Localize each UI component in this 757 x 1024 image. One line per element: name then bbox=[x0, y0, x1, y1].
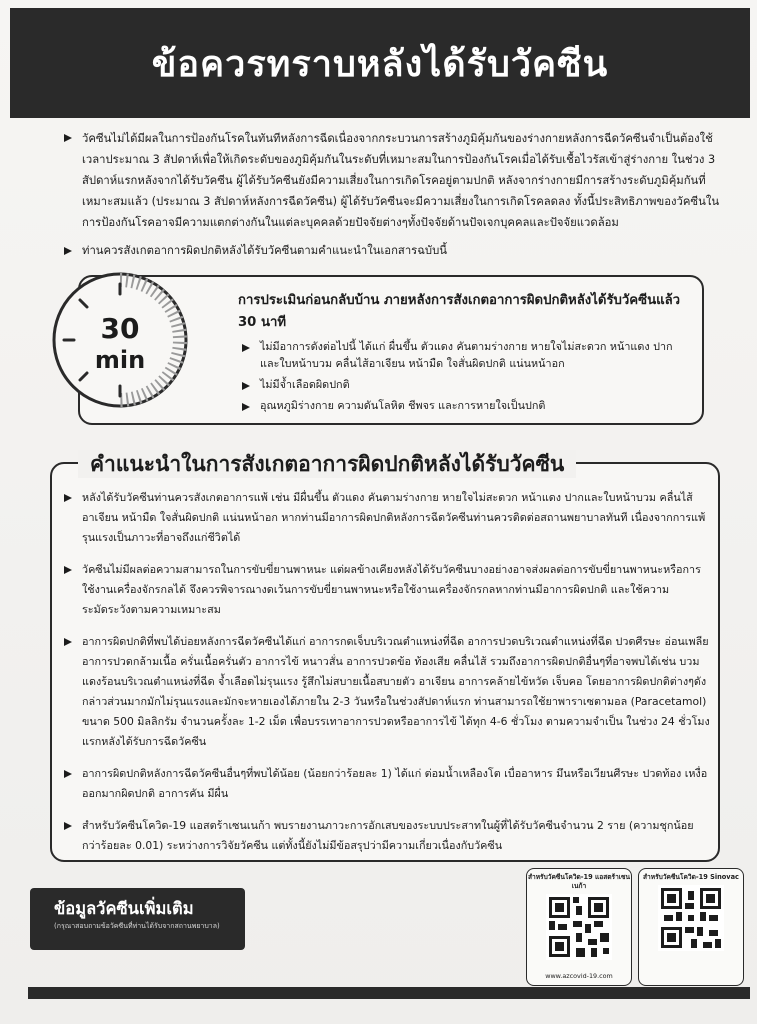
intro-paragraph: วัคซีนไม่ได้มีผลในการป้องกันโรคในทันทีหลังการฉีดเนื่องจากกระบวนการสร้างภูมิคุ้มกันของร่างกายหลังการฉีดวัคซีนจำเป็นต้องใช้เวลาประมาณ 3 สัปดาห์เพื่อให้เกิดระดับของภูมิคุ้มกันในระดับที่เหมาะสมในการป้องกันโรคเมื่อได้รับเชื้อไวรัสเข้าสู่ร่างกาย ในช่วง 3 สัปดาห์แรกหลังจากได้รับวัคซีน ผู้ได้รับวัคซีนยังมีความเสี่ยงในการเกิดโรคอยู่ตามปกติ หลังจากร่างกายมีการสร้างระดับภูมิคุ้มกันที่เหมาะสมแล้ว (ประมาณ 3 สัปดาห์หลังการฉีดวัคซีน) ผู้ได้รับวัคซีนจะมีความเสี่ยงในการเกิดโรคลดลง ทั้งนี้ประสิทธิภาพของวัคซีนในการป้องกันโรคอาจมีความแตกต่างกันในแต่ละบุคคลด้วยปัจจัยต่างๆทั้งปัจจัยด้านปัจเจกบุคคลและปัจจัยแวดล้อม bbox=[62, 128, 722, 233]
intro-section bbox=[62, 128, 722, 269]
guidance-item: อาการผิดปกติหลังการฉีดวัคซีนอื่นๆที่พบได้น้อย (น้อยกว่าร้อยละ 1) ได้แก่ ต่อมน้ำเหลืองโต เบื่ออาหาร มึนหรือเวียนศีรษะ ปวดท้อง เหงื่อออกมากผิดปกติ อาการคัน มีผื่น bbox=[62, 764, 710, 804]
assessment-item: อุณหภูมิร่างกาย ความดันโลหิต ชีพจร และการหายใจเป็นปกติ bbox=[240, 397, 690, 414]
assessment-list bbox=[240, 338, 690, 418]
qr-caption: สำหรับวัคซีนโควิด-19 แอสตร้าเซนเนก้า bbox=[527, 873, 631, 890]
guidance-item: หลังได้รับวัคซีนท่านควรสังเกตอาการแพ้ เช่น มีผื่นขึ้น ตัวแดง คันตามร่างกาย หายใจไม่สะดวก หน้าแดง ปากและใบหน้าบวม คลื่นไส้อาเจียน หน้ามืด ใจสั่นผิดปกติ แน่นหน้าอก หากท่านมีอาการผิดปกติหลังการฉีดวัคซีนท่านควรติดต่อสถานพยาบาลทันที เนื่องจากการแพ้รุนแรงเป็นภาวะที่อาจถึงแก่ชีวิตได้ bbox=[62, 488, 710, 548]
intro-paragraph: ท่านควรสังเกตอาการผิดปกติหลังได้รับวัคซีนตามคำแนะนำในเอกสารฉบับนี้ bbox=[62, 241, 722, 261]
timer-number: 30 bbox=[100, 312, 140, 345]
guidance-list bbox=[62, 488, 710, 868]
assessment-item: ไม่มีจ้ำเลือดผิดปกติ bbox=[240, 376, 690, 393]
guidance-item: อาการผิดปกติที่พบได้บ่อยหลังการฉีดวัคซีนได้แก่ อาการกดเจ็บบริเวณตำแหน่งที่ฉีด อาการปวดบริเวณตำแหน่งที่ฉีด ปวดศีรษะ อ่อนเพลีย อาการปวดกล้ามเนื้อ ครั่นเนื้อครั่นตัว อาการไข้ หนาวสั่น อาการปวดข้อ ท้องเสีย คลื่นไส้ รวมถึงอาการผิดปกติอื่นๆที่อาจพบได้เช่น บวมแดงร้อนบริเวณตำแหน่งที่ฉีด จ้ำเลือดไม่รุนแรง รู้สึกไม่สบายเนื้อสบายตัว อาเจียน อาการคล้ายไข้หวัด เจ็บคอ โดยอาการผิดปกติต่างๆดังกล่าวส่วนมากมักไม่รุนแรงและมักจะหายเองได้ภายใน 2-3 วันหรือในช่วงสัปดาห์แรก ท่านสามารถใช้ยาพาราเซตามอล (Paracetamol) ขนาด 500 มิลลิกรัม จำนวนครั้งละ 1-2 เม็ด เพื่อบรรเทาอาการปวดหรืออาการไข้ ได้ทุก 4-6 ชั่วโมง ตามความจำเป็น ในช่วง 24 ชั่วโมงแรกหลังได้รับการฉีดวัคซีน bbox=[62, 632, 710, 752]
qr-card-sinovac bbox=[638, 868, 744, 986]
more-info-label: ข้อมูลวัคซีนเพิ่มเติม bbox=[54, 899, 194, 918]
qr-code-icon[interactable] bbox=[546, 894, 612, 960]
more-info-sub: (กรุณาสอบถามข้อวัคซีนที่ท่านได้รับจากสถานพยาบาล) bbox=[54, 922, 220, 930]
guidance-item: สำหรับวัคซีนโควิด-19 แอสตร้าเซนเนก้า พบรายงานภาวะการอักเสบของระบบประสาทในผู้ที่ได้รับวัคซีนจำนวน 2 ราย (ความชุกน้อยกว่าร้อยละ 0.01) ระหว่างการวิจัยวัคซีน แต่ทั้งนี้ยังไม่มีข้อสรุปว่ามีความเกี่ยวเนื่องกับวัคซีน bbox=[62, 816, 710, 856]
assessment-item: ไม่มีอาการดังต่อไปนี้ ได้แก่ ผื่นขึ้น ตัวแดง คันตามร่างกาย หายใจไม่สะดวก หน้าแดง ปากและใบหน้าบวม คลื่นไส้อาเจียน หน้ามืด ใจสั่นผิดปกติ แน่นหน้าอก bbox=[240, 338, 690, 372]
guidance-item: วัคซีนไม่มีผลต่อความสามารถในการขับขี่ยานพาหนะ แต่ผลข้างเคียงหลังได้รับวัคซีนบางอย่างอาจส่งผลต่อการขับขี่ยานพาหนะหรือการใช้งานเครื่องจักรกลได้ จึงควรพิจารณางดเว้นการขับขี่ยานพาหนะหรือใช้งานเครื่องจักรกลหากท่านมีอาการผิดปกติ และใช้ความระมัดระวังตามความเหมาะสม bbox=[62, 560, 710, 620]
qr-footer: www.azcovid-19.com bbox=[545, 972, 613, 980]
qr-code-icon[interactable] bbox=[658, 885, 724, 951]
stopwatch-icon bbox=[50, 270, 190, 410]
qr-caption: สำหรับวัคซีนโควิด-19 Sinovac bbox=[643, 873, 739, 881]
assessment-title: การประเมินก่อนกลับบ้าน ภายหลังการสังเกตอาการผิดปกติหลังได้รับวัคซีนแล้ว 30 นาที bbox=[238, 293, 681, 330]
qr-card-astrazeneca bbox=[526, 868, 632, 986]
more-info-banner bbox=[30, 888, 245, 950]
page-title: ข้อควรทราบหลังได้รับวัคซีน bbox=[151, 43, 609, 85]
footer-bar bbox=[28, 987, 750, 999]
timer-unit: min bbox=[94, 346, 146, 374]
header-banner bbox=[10, 8, 750, 118]
guidance-title: คำแนะนำในการสังเกตอาการผิดปกติหลังได้รับวัคซีน bbox=[78, 450, 576, 478]
